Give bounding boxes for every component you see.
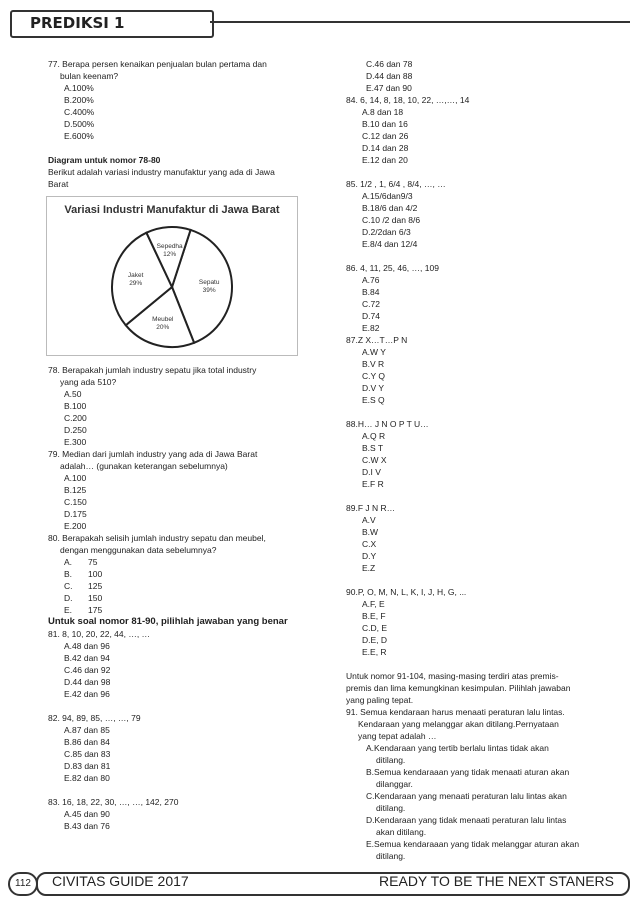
question-81-options (48, 640, 318, 700)
answer-option: C.X (362, 539, 377, 549)
question-89-options (346, 514, 606, 574)
footer-right-text: READY TO BE THE NEXT STANERS (379, 873, 614, 889)
question-83-options-cont (346, 58, 606, 94)
answer-option: D.44 dan 98 (64, 677, 111, 687)
pie-chart-svg (47, 197, 297, 355)
answer-option: B.18/6 dan 4/2 (362, 203, 418, 213)
question-91: 91. Semua kendaraan harus menaati peraturan lalu lintas. (346, 707, 565, 717)
answer-option: B. 100 (64, 569, 103, 579)
question-80-cont: dengan menggunakan data sebelumnya? (60, 545, 217, 555)
question-80: 80. Berapakah selisih jumlah industry sepatu dan meubel, (48, 533, 266, 543)
question-81: 81. 8, 10, 20, 22, 44, …, … (48, 629, 151, 639)
question-79: 79. Median dari jumlah industry yang ada di Jawa Barat (48, 449, 258, 459)
answer-option: D.250 (64, 425, 87, 435)
question-78-options (48, 388, 318, 448)
answer-option: A. 75 (64, 557, 98, 567)
answer-option: A.15/6dan9/3 (362, 191, 413, 201)
left-column-bottom (48, 364, 318, 832)
answer-option: D.175 (64, 509, 87, 519)
question-91-options (346, 742, 606, 862)
slice-label: Jaket (127, 271, 144, 279)
answer-option: D.500% (64, 119, 95, 129)
intro-text-3: yang paling tepat. (346, 695, 414, 705)
header-rule (210, 21, 630, 23)
answer-option: A.100% (64, 83, 94, 93)
question-83: 83. 16, 18, 22, 30, …, …, 142, 270 (48, 797, 179, 807)
answer-option: B.125 (64, 485, 87, 495)
slice-value: 20% (156, 324, 170, 332)
answer-option: B.100 (64, 401, 87, 411)
question-86: 86. 4, 11, 25, 46, …, 109 (346, 263, 439, 273)
answer-option: C.10 /2 dan 8/6 (362, 215, 421, 225)
answer-option: B.43 dan 76 (64, 821, 110, 831)
answer-option: B.10 dan 16 (362, 119, 408, 129)
answer-option: D.Y (362, 551, 377, 561)
answer-option: D.I V (362, 467, 381, 477)
answer-option: C.46 dan 92 (64, 665, 111, 675)
question-78-cont: yang ada 510? (60, 377, 117, 387)
answer-option: D.44 dan 88 (366, 71, 413, 81)
answer-option: D.E, D (362, 635, 388, 645)
question-88: 88.H… J N O P T U… (346, 419, 429, 429)
answer-option: B.Semua kendaraaan yang tidak menaati aturan akan (366, 767, 570, 777)
answer-option: A.Kendaraan yang tertib berlalu lintas tidak akan (366, 743, 549, 753)
question-86-options (346, 274, 606, 334)
slice-label: Meubel (152, 316, 174, 324)
slice-label: Sepatu (198, 278, 220, 286)
left-column-top (48, 58, 308, 190)
answer-option: C.D, E (362, 623, 388, 633)
answer-option: E.Z (362, 563, 376, 573)
answer-option: C.200 (64, 413, 87, 423)
question-79-cont: adalah… (gunakan keterangan sebelumnya) (60, 461, 228, 471)
question-84-options (346, 106, 606, 166)
answer-option: A.8 dan 18 (362, 107, 404, 117)
section-title: Untuk soal nomor 81-90, pilihlah jawaban yang benar (48, 616, 288, 627)
answer-option: E.300 (64, 437, 87, 447)
question-91-cont: Kendaraan yang melanggar akan ditilang.Pernyataan (358, 719, 559, 729)
answer-option: A.V (362, 515, 376, 525)
footer-left-text: CIVITAS GUIDE 2017 (52, 873, 189, 889)
answer-option-cont: ditilang. (376, 803, 406, 813)
answer-option: E.F R (362, 479, 384, 489)
answer-option: B.S T (362, 443, 384, 453)
answer-option: E.12 dan 20 (362, 155, 408, 165)
answer-option: C.72 (362, 299, 380, 309)
header-title: PREDIKSI 1 (30, 14, 125, 32)
answer-option: E. 175 (64, 605, 103, 615)
question-84: 84. 6, 14, 8, 18, 10, 22, …,…, 14 (346, 95, 470, 105)
slice-label: Sepedha (156, 242, 183, 250)
answer-option-cont: ditilang. (376, 755, 406, 765)
answer-option: E.82 dan 80 (64, 773, 110, 783)
answer-option: B.V R (362, 359, 385, 369)
question-85-options (346, 190, 606, 250)
answer-option: B.200% (64, 95, 94, 105)
answer-option: D.14 dan 28 (362, 143, 409, 153)
answer-option: A.F, E (362, 599, 385, 609)
answer-option: C.85 dan 83 (64, 749, 111, 759)
answer-option: E.S Q (362, 395, 385, 405)
answer-option: D.83 dan 81 (64, 761, 111, 771)
answer-option: C.400% (64, 107, 95, 117)
question-91-cont-2: yang tepat adalah … (358, 731, 437, 741)
answer-option: E.Semua kendaraaan yang tidak melanggar aturan akan (366, 839, 580, 849)
diagram-desc: Berikut adalah variasi industry manufaktur yang ada di Jawa (48, 167, 275, 177)
question-83-options (48, 808, 318, 832)
question-85: 85. 1/2 , 1, 6/4 , 8/4, …, … (346, 179, 446, 189)
answer-option: E.E, R (362, 647, 387, 657)
slice-value: 29% (129, 279, 143, 287)
answer-option: D.V Y (362, 383, 385, 393)
answer-option: D.2/2dan 6/3 (362, 227, 411, 237)
answer-option: A.45 dan 90 (64, 809, 110, 819)
diagram-title: Diagram untuk nomor 78-80 (48, 155, 161, 165)
question-79-options (48, 472, 318, 532)
question-87: 87.Z X…T…P N (346, 335, 408, 345)
answer-option: E.42 dan 96 (64, 689, 110, 699)
answer-option: E.200 (64, 521, 87, 531)
answer-option: D.74 (362, 311, 380, 321)
intro-text: Untuk nomor 91-104, masing-masing terdiri atas premis- (346, 671, 559, 681)
answer-option-cont: ditilang. (376, 851, 406, 861)
answer-option-cont: akan ditilang. (376, 827, 427, 837)
question-87-options (346, 346, 606, 406)
page-header (0, 6, 638, 42)
chart-title: Variasi Industri Manufaktur di Jawa Barat (64, 204, 280, 216)
question-88-options (346, 430, 606, 490)
answer-option: A.76 (362, 275, 380, 285)
answer-option: A.W Y (362, 347, 386, 357)
answer-option: B.84 (362, 287, 380, 297)
answer-option: C.Y Q (362, 371, 385, 381)
diagram-desc-2: Barat (48, 179, 69, 189)
question-90-options (346, 598, 606, 658)
answer-option: B.86 dan 84 (64, 737, 110, 747)
answer-option: E.8/4 dan 12/4 (362, 239, 418, 249)
answer-option: C.W X (362, 455, 387, 465)
answer-option: C.150 (64, 497, 87, 507)
answer-option-cont: dilanggar. (376, 779, 413, 789)
answer-option: C.12 dan 26 (362, 131, 409, 141)
question-90: 90.P, O, M, N, L, K, I, J, H, G, ... (346, 587, 467, 597)
answer-option: B.42 dan 94 (64, 653, 110, 663)
answer-option: B.W (362, 527, 379, 537)
answer-option: D. 150 (64, 593, 103, 603)
question-77-options (48, 82, 308, 142)
answer-option: C.Kendaraan yang menaati peraturan lalu lintas akan (366, 791, 567, 801)
answer-option: A.87 dan 85 (64, 725, 110, 735)
answer-option: A.50 (64, 389, 82, 399)
answer-option: E.600% (64, 131, 94, 141)
slice-value: 12% (163, 250, 177, 258)
question-80-options (48, 556, 318, 616)
page-footer (0, 868, 638, 898)
answer-option: A.48 dan 96 (64, 641, 110, 651)
answer-option: A.Q R (362, 431, 386, 441)
answer-option: C. 125 (64, 581, 103, 591)
answer-option: A.100 (64, 473, 87, 483)
answer-option: C.46 dan 78 (366, 59, 413, 69)
answer-option: B.E, F (362, 611, 386, 621)
slice-value: 39% (202, 286, 216, 294)
question-82: 82. 94, 89, 85, …, …, 79 (48, 713, 141, 723)
question-89: 89.F J N R… (346, 503, 396, 513)
intro-text-2: premis dan lima kemungkinan kesimpulan. Pilihlah jawaban (346, 683, 571, 693)
page-number: 112 (8, 872, 38, 896)
question-78: 78. Berapakah jumlah industry sepatu jika total industry (48, 365, 257, 375)
right-column (346, 58, 606, 862)
answer-option: E.82 (362, 323, 380, 333)
question-82-options (48, 724, 318, 784)
answer-option: E.47 dan 90 (366, 83, 412, 93)
question-77-cont: bulan keenam? (60, 71, 119, 81)
question-77: 77. Berapa persen kenaikan penjualan bulan pertama dan (48, 59, 267, 69)
answer-option: D.Kendaraan yang tidak menaati peraturan lalu lintas (366, 815, 567, 825)
pie-chart (46, 196, 298, 356)
